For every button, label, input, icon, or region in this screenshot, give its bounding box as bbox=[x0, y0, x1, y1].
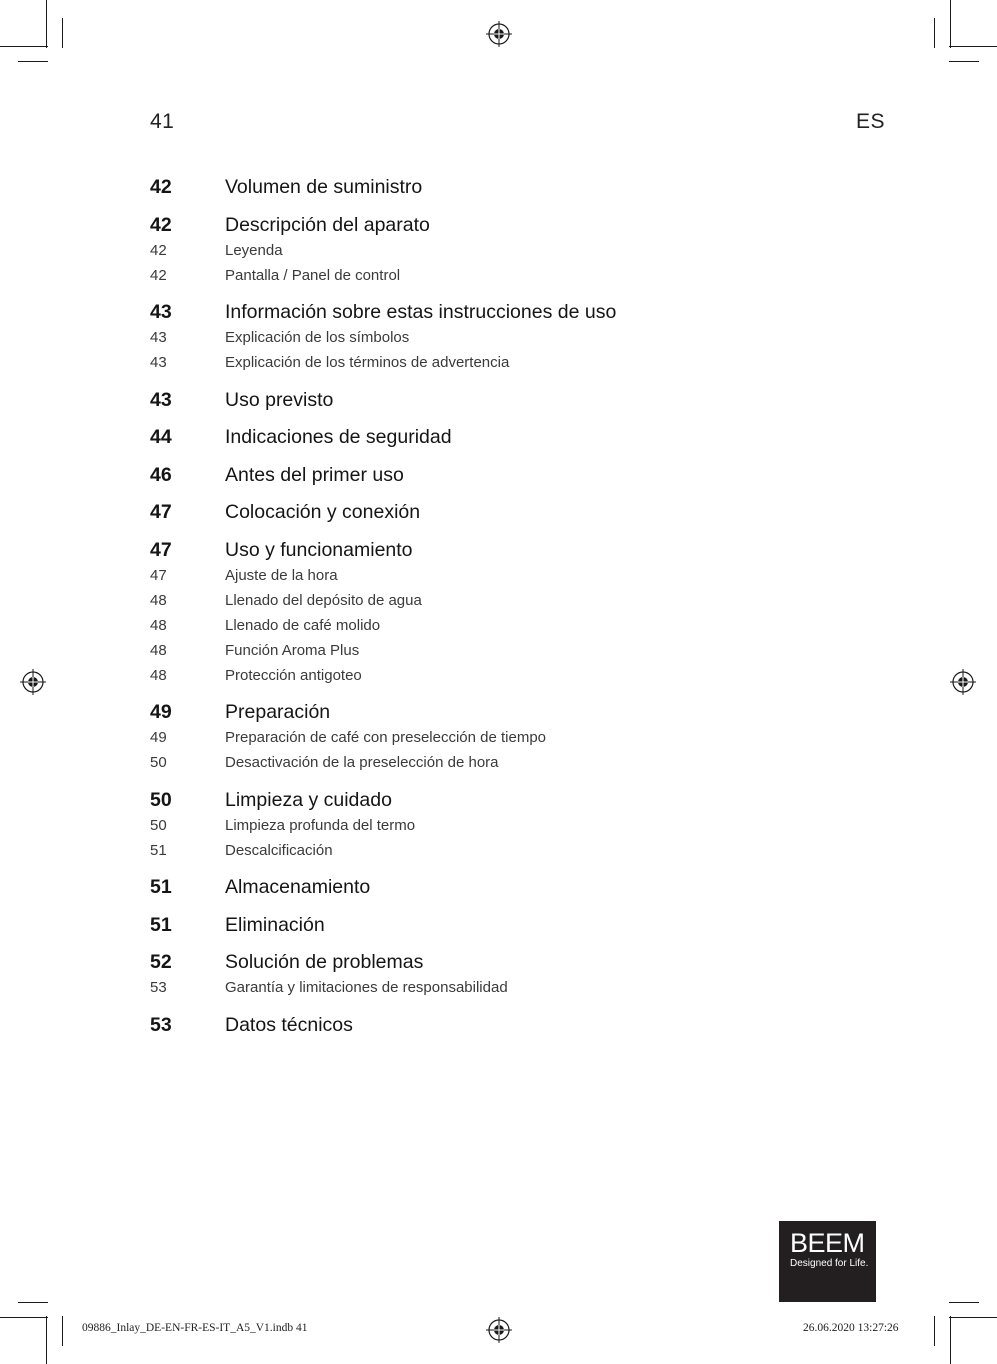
toc-page-number: 51 bbox=[150, 876, 172, 898]
toc-page-number: 43 bbox=[150, 301, 172, 323]
toc-title: Preparación bbox=[225, 701, 331, 723]
toc-title: Indicaciones de seguridad bbox=[225, 426, 452, 448]
toc-page-number: 47 bbox=[150, 501, 172, 523]
toc-title: Datos técnicos bbox=[225, 1014, 353, 1036]
toc-page-number: 49 bbox=[150, 701, 172, 723]
toc-title: Antes del primer uso bbox=[225, 464, 404, 486]
toc-page-number: 51 bbox=[150, 914, 172, 936]
toc-page-number: 48 bbox=[150, 642, 167, 659]
toc-page-number: 53 bbox=[150, 979, 167, 996]
logo-tagline: Designed for Life. bbox=[790, 1258, 869, 1269]
toc-page-number: 51 bbox=[150, 842, 167, 859]
toc-title: Uso y funcionamiento bbox=[225, 539, 413, 561]
toc-title: Leyenda bbox=[225, 242, 283, 259]
registration-mark-icon bbox=[486, 1317, 512, 1343]
toc-page-number: 52 bbox=[150, 951, 172, 973]
toc-page-number: 53 bbox=[150, 1014, 172, 1036]
registration-mark-icon bbox=[486, 21, 512, 47]
print-slug-file: 09886_Inlay_DE-EN-FR-ES-IT_A5_V1.indb 41 bbox=[82, 1322, 308, 1334]
toc-title: Uso previsto bbox=[225, 389, 334, 411]
toc-page-number: 48 bbox=[150, 617, 167, 634]
toc-title: Explicación de los símbolos bbox=[225, 329, 410, 346]
toc-page-number: 44 bbox=[150, 426, 172, 448]
toc-title: Explicación de los términos de advertencia bbox=[225, 354, 510, 371]
toc-page-number: 50 bbox=[150, 817, 167, 834]
toc-title: Descalcificación bbox=[225, 842, 333, 859]
toc-title: Limpieza y cuidado bbox=[225, 789, 392, 811]
toc-page-number: 42 bbox=[150, 267, 167, 284]
toc-title: Información sobre estas instrucciones de uso bbox=[225, 301, 617, 323]
toc-title: Descripción del aparato bbox=[225, 214, 430, 236]
toc-title: Función Aroma Plus bbox=[225, 642, 360, 659]
toc-page-number: 43 bbox=[150, 354, 167, 371]
page-number: 41 bbox=[150, 110, 175, 133]
toc-title: Desactivación de la preselección de hora bbox=[225, 754, 499, 771]
toc-title: Volumen de suministro bbox=[225, 176, 423, 198]
toc-title: Protección antigoteo bbox=[225, 667, 362, 684]
toc-title: Llenado del depósito de agua bbox=[225, 592, 422, 609]
toc-title: Almacenamiento bbox=[225, 876, 371, 898]
toc-page-number: 50 bbox=[150, 754, 167, 771]
toc-title: Pantalla / Panel de control bbox=[225, 267, 401, 284]
toc-title: Garantía y limitaciones de responsabilidad bbox=[225, 979, 508, 996]
toc-title: Llenado de café molido bbox=[225, 617, 381, 634]
registration-mark-icon bbox=[20, 669, 46, 695]
toc-title: Solución de problemas bbox=[225, 951, 424, 973]
toc-title: Preparación de café con preselección de tiempo bbox=[225, 729, 547, 746]
toc-page-number: 46 bbox=[150, 464, 172, 486]
toc-page-number: 43 bbox=[150, 389, 172, 411]
toc-page-number: 47 bbox=[150, 539, 172, 561]
toc-page-number: 42 bbox=[150, 242, 167, 259]
toc-page-number: 49 bbox=[150, 729, 167, 746]
toc-page-number: 48 bbox=[150, 667, 167, 684]
toc-title: Colocación y conexión bbox=[225, 501, 421, 523]
beem-logo bbox=[779, 1221, 876, 1302]
toc-page-number: 48 bbox=[150, 592, 167, 609]
toc-page-number: 42 bbox=[150, 176, 172, 198]
toc-title: Eliminación bbox=[225, 914, 325, 936]
registration-mark-icon bbox=[950, 669, 976, 695]
language-code: ES bbox=[856, 110, 886, 133]
toc-page-number: 50 bbox=[150, 789, 172, 811]
toc-page-number: 42 bbox=[150, 214, 172, 236]
toc-title: Limpieza profunda del termo bbox=[225, 817, 416, 834]
print-slug-timestamp: 26.06.2020 13:27:26 bbox=[803, 1322, 899, 1334]
toc-page-number: 43 bbox=[150, 329, 167, 346]
toc-page-number: 47 bbox=[150, 567, 167, 584]
toc-title: Ajuste de la hora bbox=[225, 567, 338, 584]
logo-brand: BEEM bbox=[790, 1228, 865, 1258]
